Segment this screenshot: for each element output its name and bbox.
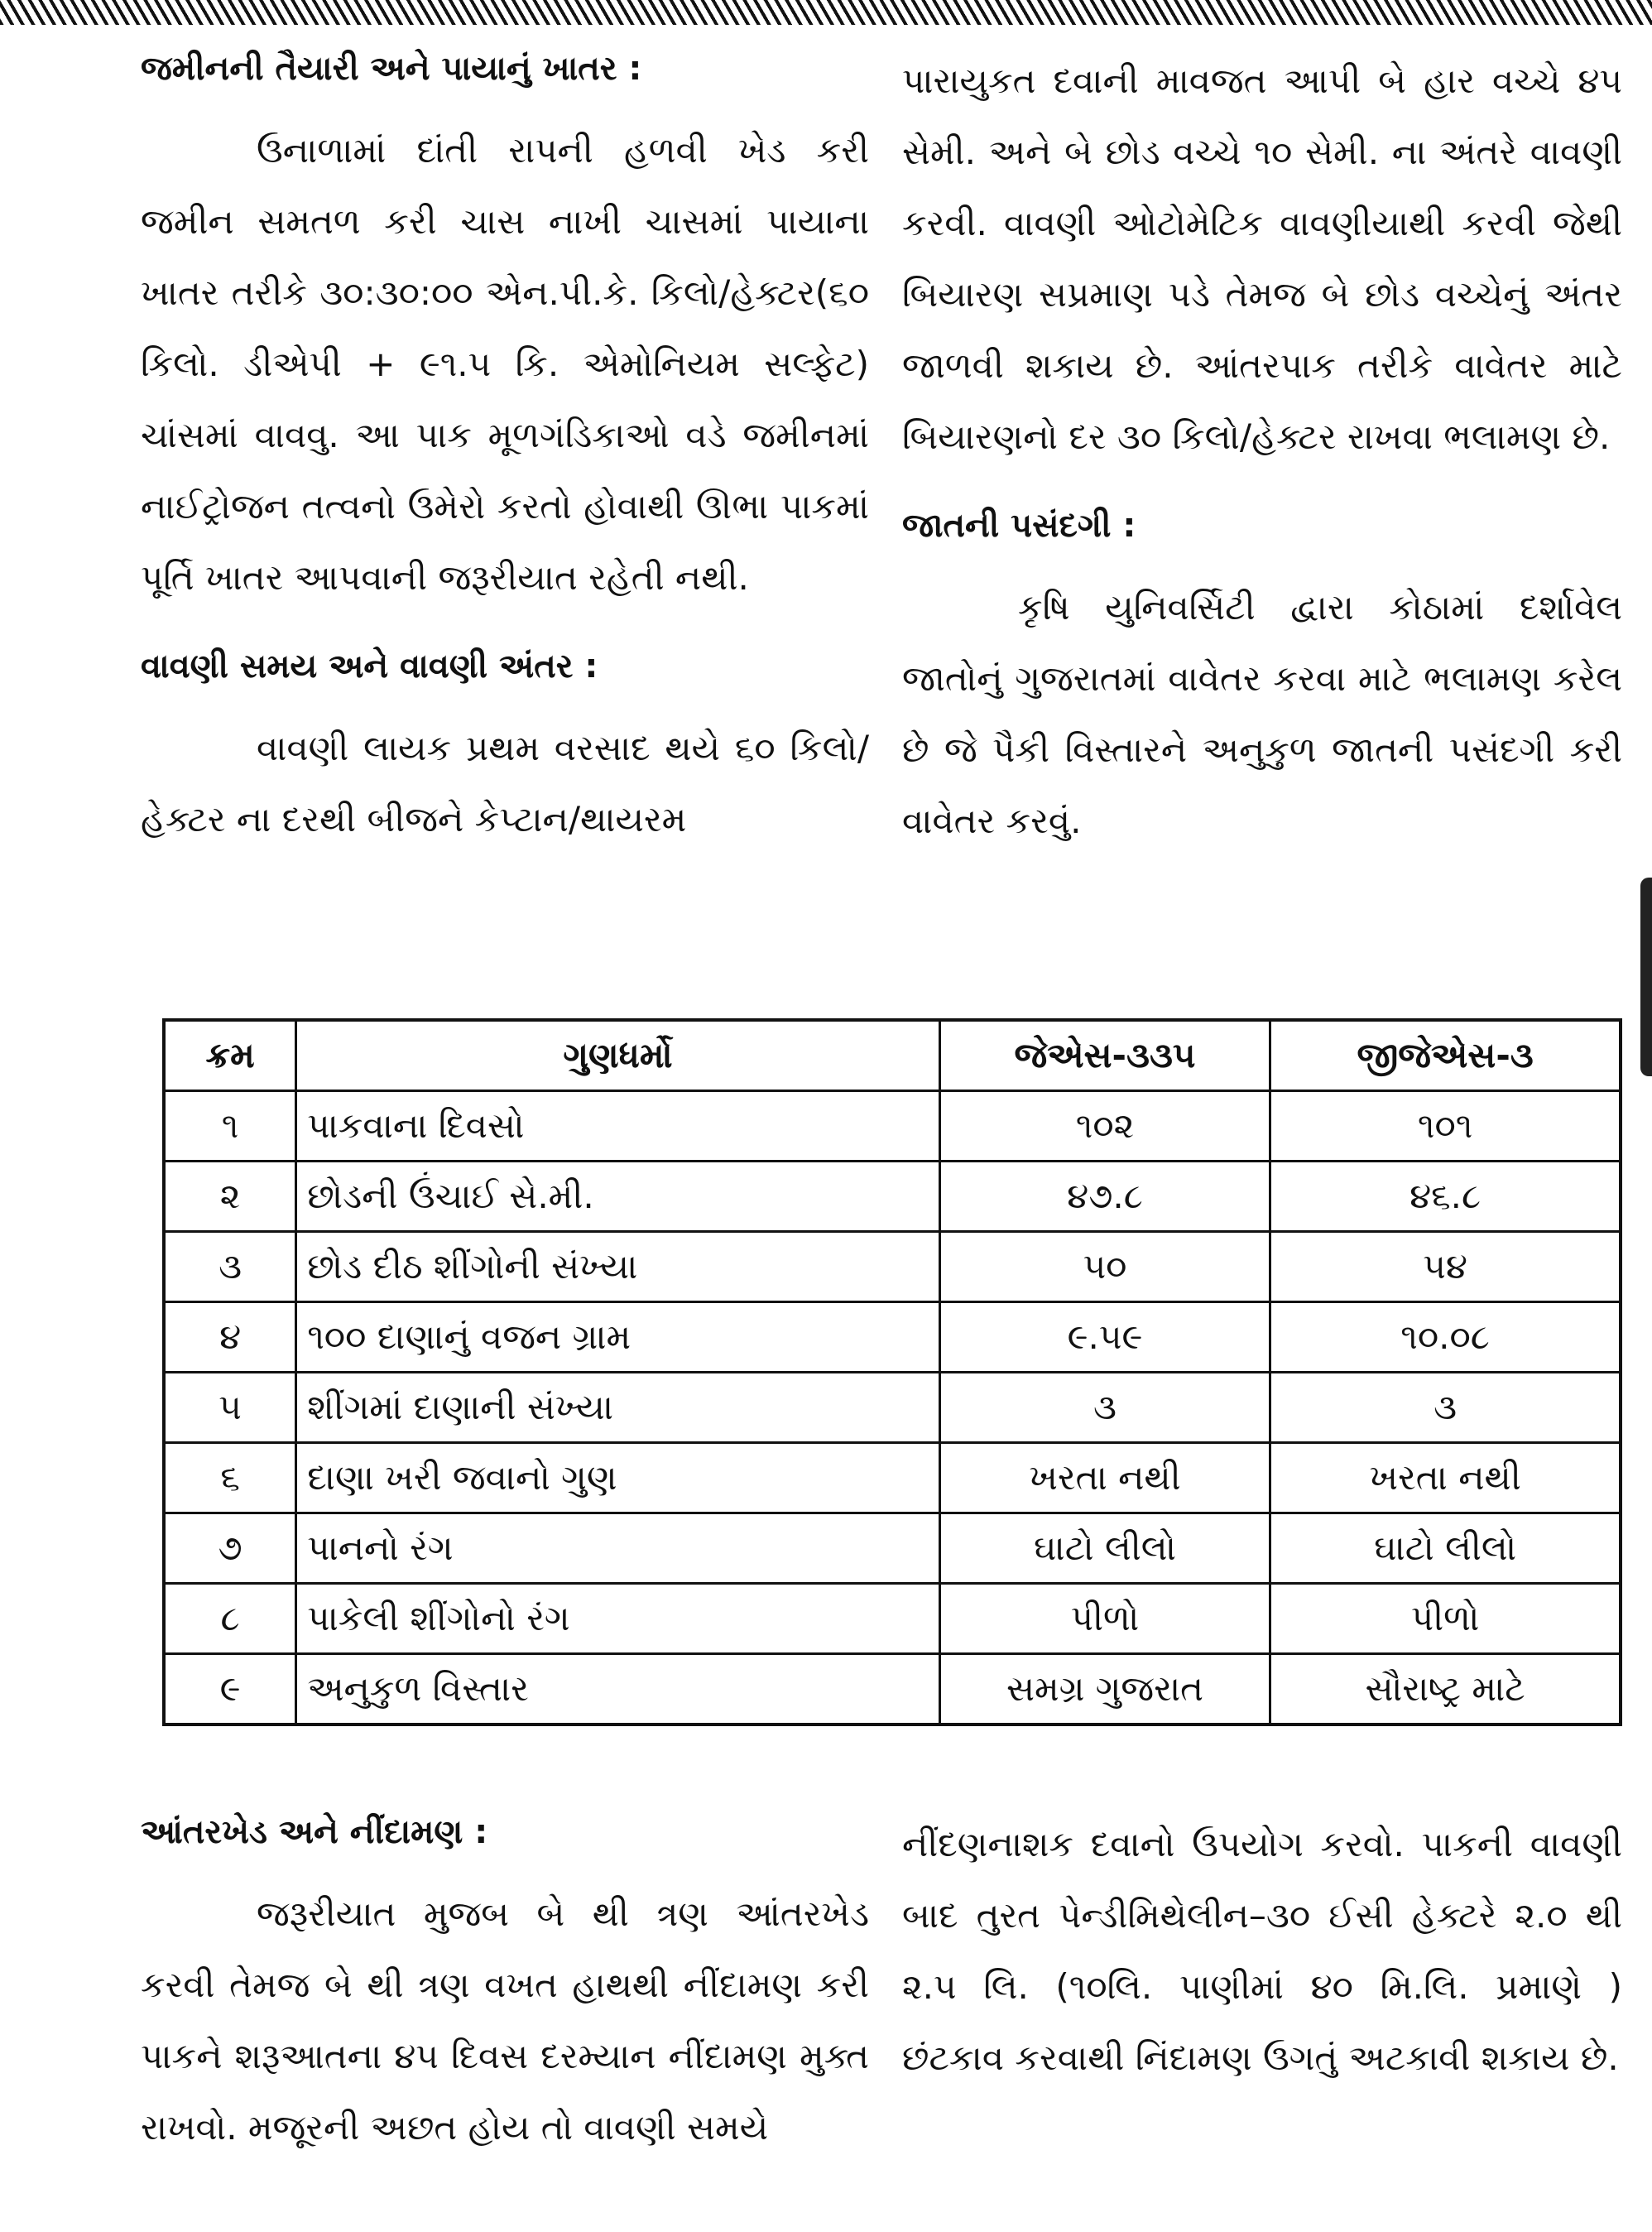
cell-serial: ૭ (164, 1513, 296, 1584)
table-row (164, 1584, 1621, 1654)
cell-variety-1: પીળો (939, 1584, 1270, 1654)
cell-variety-1: ૯.૫૯ (939, 1302, 1270, 1373)
cell-property: છોડ દીઠ શીંગોની સંખ્યા (296, 1232, 940, 1302)
cell-property: શીંગમાં દાણાની સંખ્યા (296, 1373, 940, 1443)
table-row (164, 1162, 1621, 1232)
cell-property: દાણા ખરી જવાનો ગુણ (296, 1443, 940, 1513)
right-column-bottom (902, 1809, 1622, 2124)
sowing-continuation: પારાયુકત દવાની માવજત આપી બે હાર વચ્ચે ૪૫ સેમી. અને બે છોડ વચ્ચે ૧૦ સેમી. ના અંતરે વાવણી કરવી. વાવણી ઓટોમેટિક વાવણીયાથી કરવી જેથી બિયારણ સપ્રમાણ પડે તેમજ બે છોડ વચ્ચેનું અંતર જાળવી શકાય છે. આંતરપાક તરીકે વાવેતર માટે બિયારણનો દર ૩૦ કિલો/હેક્ટર રાખવા ભલામણ છે. (902, 60, 1622, 457)
cell-variety-2: ૫૪ (1270, 1232, 1621, 1302)
cell-variety-2: ખરતા નથી (1270, 1443, 1621, 1513)
table-row (164, 1091, 1621, 1162)
table-row (164, 1232, 1621, 1302)
cell-serial: ૨ (164, 1162, 296, 1232)
weeding-text: જરૂરીયાત મુજબ બે થી ત્રણ આંતરખેડ કરવી તેમજ બે થી ત્રણ વખત હાથથી નીંદામણ કરી પાકને શરૂઆતના ૪૫ દિવસ દરમ્યાન નીંદામણ મુક્ત રાખવો. મજૂરની અછત હોય તો વાવણી સમયે (141, 1893, 869, 2148)
left-column-bottom (141, 1809, 869, 2193)
page-edge-mark (1640, 878, 1652, 1076)
right-column-top (902, 46, 1622, 887)
cell-serial: ૬ (164, 1443, 296, 1513)
table-row (164, 1513, 1621, 1584)
cell-property: પાકવાના દિવસો (296, 1091, 940, 1162)
left-column-top (141, 46, 869, 885)
cell-property: પાનનો રંગ (296, 1513, 940, 1584)
header-serial: ક્રમ (164, 1020, 296, 1091)
cell-variety-2: સૌરાષ્ટ્ર માટે (1270, 1654, 1621, 1725)
cell-variety-1: ૪૭.૮ (939, 1162, 1270, 1232)
table-row (164, 1443, 1621, 1513)
cell-variety-1: ૩ (939, 1373, 1270, 1443)
land-prep-heading: જમીનની તૈયારી અને પાયાનું ખાતર : (141, 50, 642, 88)
cell-variety-2: પીળો (1270, 1584, 1621, 1654)
table-row (164, 1302, 1621, 1373)
cell-variety-1: ૫૦ (939, 1232, 1270, 1302)
sowing-text: વાવણી લાયક પ્રથમ વરસાદ થયે ૬૦ કિલો/હેક્ટર ના દરથી બીજને કેપ્ટાન/થાયરમ (141, 728, 869, 839)
cell-variety-2: ૪૬.૮ (1270, 1162, 1621, 1232)
variety-text: કૃષિ યુનિવર્સિટી દ્વારા કોઠામાં દર્શાવેલ જાતોનું ગુજરાતમાં વાવેતર કરવા માટે ભલામણ કરેલ છે જે પૈકી વિસ્તારને અનુકુળ જાતની પસંદગી કરી વાવેતર કરવું. (902, 587, 1622, 841)
cell-serial: ૩ (164, 1232, 296, 1302)
header-variety-2: જીજેએસ-૩ (1270, 1020, 1621, 1091)
sowing-heading: વાવણી સમય અને વાવણી અંતર : (141, 647, 598, 685)
variety-table (162, 1018, 1622, 1726)
table-row (164, 1373, 1621, 1443)
cell-variety-2: ઘાટો લીલો (1270, 1513, 1621, 1584)
cell-serial: ૪ (164, 1302, 296, 1373)
cell-variety-1: ઘાટો લીલો (939, 1513, 1270, 1584)
cell-variety-2: ૧૦.૦૮ (1270, 1302, 1621, 1373)
cell-variety-1: ખરતા નથી (939, 1443, 1270, 1513)
cell-property: ૧૦૦ દાણાનું વજન ગ્રામ (296, 1302, 940, 1373)
cell-serial: ૯ (164, 1654, 296, 1725)
variety-heading: જાતની પસંદગી : (902, 507, 1136, 545)
cell-property: પાકેલી શીંગોનો રંગ (296, 1584, 940, 1654)
cell-variety-1: ૧૦૨ (939, 1091, 1270, 1162)
header-variety-1: જેએસ-૩૩૫ (939, 1020, 1270, 1091)
cell-variety-2: ૧૦૧ (1270, 1091, 1621, 1162)
table-row (164, 1654, 1621, 1725)
table-header-row (164, 1020, 1621, 1091)
cell-serial: ૫ (164, 1373, 296, 1443)
weeding-continuation: નીંદણનાશક દવાનો ઉપયોગ કરવો. પાકની વાવણી બાદ તુરત પેન્ડીમિથેલીન–૩૦ ઈસી હેક્ટરે ૨.૦ થી ૨.૫ લિ. (૧૦લિ. પાણીમાં ૪૦ મિ.લિ. પ્રમાણે ) છંટકાવ કરવાથી નિંદામણ ઉગતું અટકાવી શકાય છે. (902, 1824, 1622, 2078)
land-prep-text: ઉનાળામાં દાંતી રાપની હળવી ખેડ કરી જમીન સમતળ કરી ચાસ નાખી ચાસમાં પાયાના ખાતર તરીકે ૩૦:૩૦:૦૦ એન.પી.કે. કિલો/હેક્ટર(૬૦ કિલો. ડીએપી + ૯૧.૫ કિ. એમોનિયમ સલ્ફેટ) ચાંસમાં વાવવુ. આ પાક મૂળગંડિકાઓ વડે જમીનમાં નાઈટ્રોજન તત્વનો ઉમેરો કરતો હોવાથી ઊભા પાકમાં પૂર્તિ ખાતર આપવાની જરૂરીયાત રહેતી નથી. (141, 130, 869, 598)
cell-serial: ૮ (164, 1584, 296, 1654)
header-property: ગુણધર્મો (296, 1020, 940, 1091)
top-border (0, 0, 1652, 25)
weeding-heading: આંતરખેડ અને નીંદામણ : (141, 1813, 488, 1851)
cell-serial: ૧ (164, 1091, 296, 1162)
cell-property: છોડની ઉંચાઈ સે.મી. (296, 1162, 940, 1232)
cell-variety-2: ૩ (1270, 1373, 1621, 1443)
cell-variety-1: સમગ્ર ગુજરાત (939, 1654, 1270, 1725)
cell-property: અનુકુળ વિસ્તાર (296, 1654, 940, 1725)
